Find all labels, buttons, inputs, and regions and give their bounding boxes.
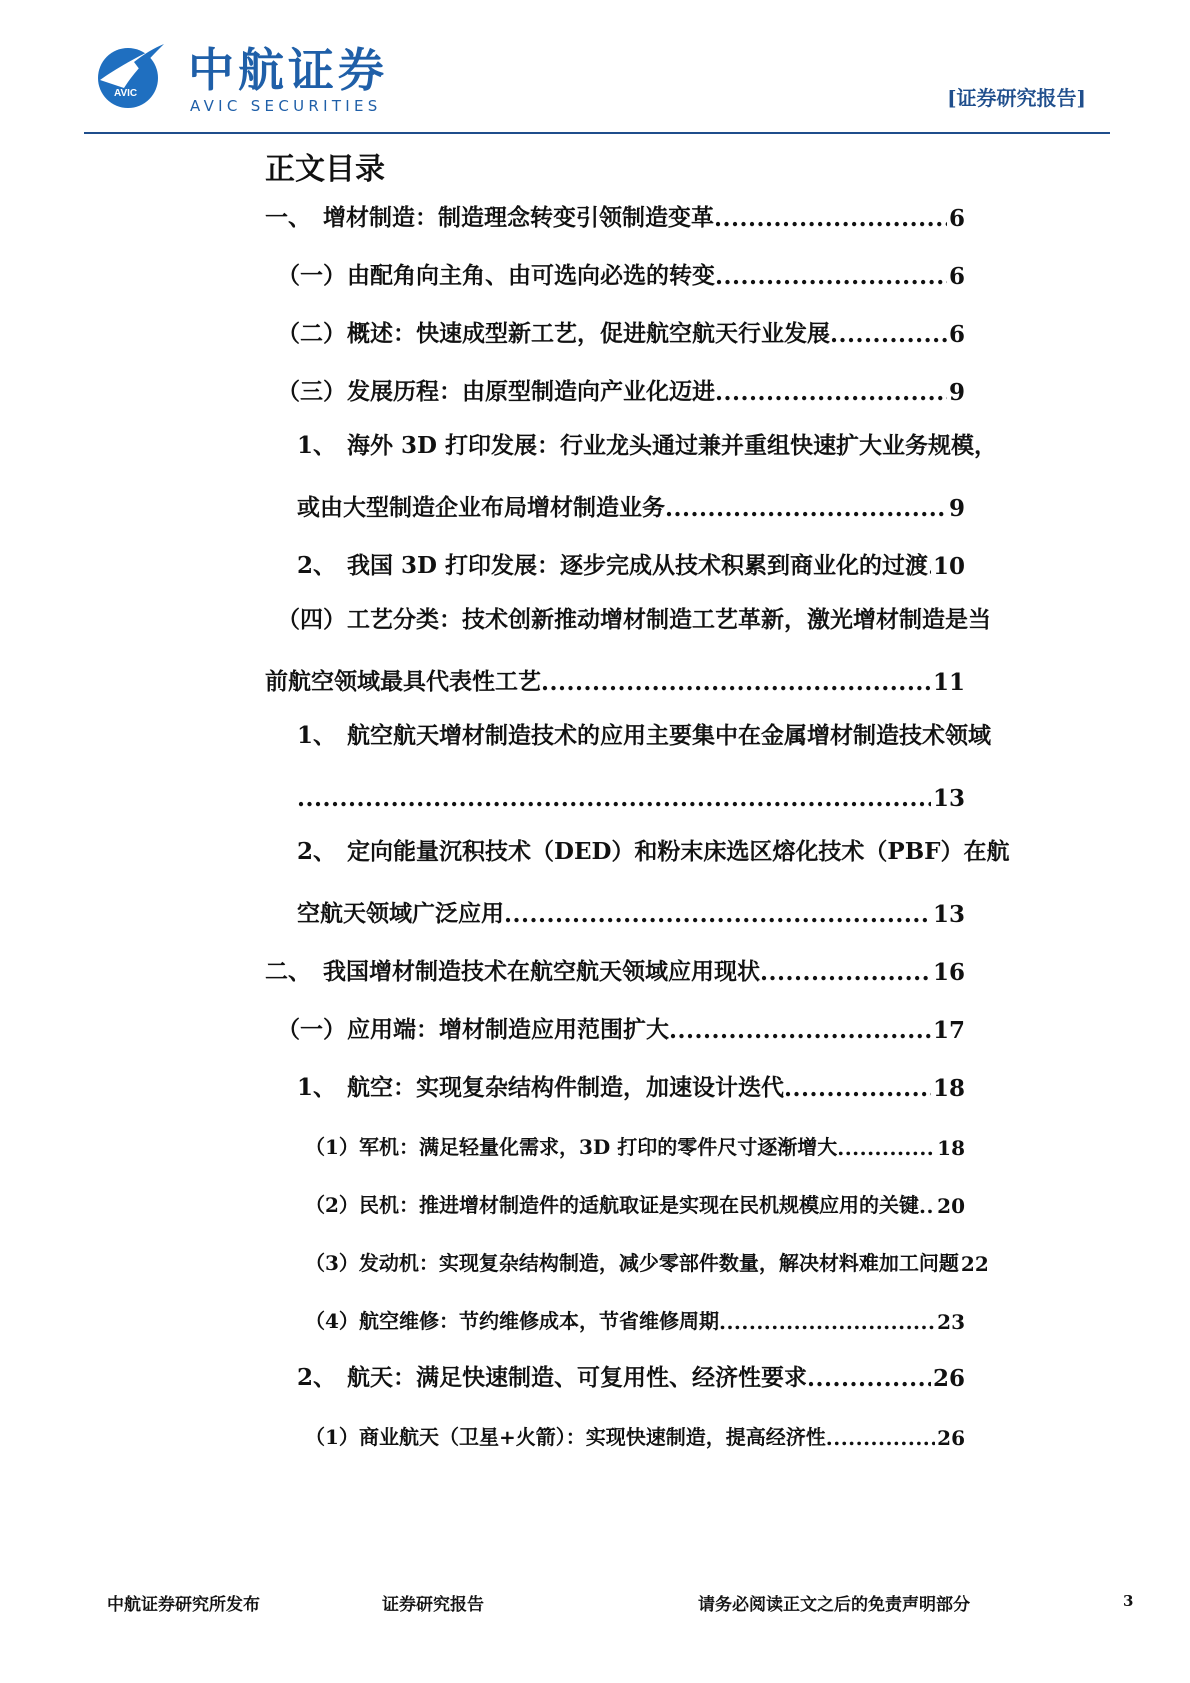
brand-name-en: AVIC SECURITIES: [190, 97, 382, 115]
toc-entry[interactable]: （2） 民机：推进增材制造件的适航取证是实现在民机规模应用的关键 ..... 20: [305, 1182, 965, 1218]
toc-entry[interactable]: （一） 应用端：增材制造应用范围扩大 ..... 17: [277, 1008, 965, 1044]
toc-entry-continued[interactable]: 前航空领域最具代表性工艺 ..... 11: [265, 660, 965, 696]
avic-logo: [94, 40, 166, 112]
footer-disclaimer: 请务必阅读正文之后的免责声明部分: [698, 1595, 970, 1615]
toc-title: 正文目录: [265, 152, 385, 187]
toc-entry-continued[interactable]: 或由大型制造企业布局增材制造业务 ..... 9: [297, 486, 965, 522]
toc-entry[interactable]: （三） 发展历程：由原型制造向产业化迈进 ..... 9: [277, 370, 965, 406]
footer-publisher: 中航证券研究所发布: [107, 1595, 260, 1615]
toc-entry[interactable]: 2、 定向能量沉积技术（DED）和粉末床选区熔化技术（PBF）在航: [297, 838, 1010, 865]
page-header: [0, 0, 1190, 140]
toc-entry[interactable]: 2、 我国 3D 打印发展：逐步完成从技术积累到商业化的过渡 ..... 10: [297, 544, 965, 580]
page-footer: [0, 1590, 1190, 1630]
footer-doc-type: 证券研究报告: [382, 1595, 484, 1615]
toc-entry[interactable]: （3） 发动机：实现复杂结构制造，减少零部件数量，解决材料难加工问题 22: [305, 1251, 989, 1276]
toc-entry-continued[interactable]: ..... 13: [297, 776, 965, 812]
toc-entry-continued[interactable]: 空航天领域广泛应用 ..... 13: [297, 892, 965, 928]
page-number: 3: [1123, 1592, 1134, 1610]
toc-entry[interactable]: 一、 增材制造：制造理念转变引领制造变革 ..... 6: [265, 196, 965, 232]
brand-name-cn: 中航证券: [188, 43, 388, 97]
toc-entry[interactable]: （四）工艺分类：技术创新推动增材制造工艺革新，激光增材制造是当: [277, 606, 991, 633]
toc-entry[interactable]: （二） 概述：快速成型新工艺，促进航空航天行业发展 ..... 6: [277, 312, 965, 348]
toc-entry[interactable]: （1） 军机：满足轻量化需求，3D 打印的零件尺寸逐渐增大 ..... 18: [305, 1124, 965, 1160]
toc-entry[interactable]: 1、 海外 3D 打印发展：行业龙头通过兼并重组快速扩大业务规模，: [297, 432, 997, 459]
toc-entry[interactable]: （一） 由配角向主角、由可选向必选的转变 ..... 6: [277, 254, 965, 290]
toc-entry[interactable]: 1、 航空航天增材制造技术的应用主要集中在金属增材制造技术领域: [297, 722, 991, 749]
header-divider: [84, 132, 1110, 134]
toc-entry[interactable]: 2、 航天：满足快速制造、可复用性、经济性要求 ..... 26: [297, 1356, 965, 1392]
toc-entry[interactable]: 1、 航空：实现复杂结构件制造，加速设计迭代 ..... 18: [297, 1066, 965, 1102]
toc-entry[interactable]: （4） 航空维修：节约维修成本，节省维修周期 ..... 23: [305, 1298, 965, 1334]
report-type-label: [证券研究报告]: [947, 86, 1086, 110]
toc-entry[interactable]: 二、 我国增材制造技术在航空航天领域应用现状 ..... 16: [265, 950, 965, 986]
toc-entry[interactable]: （1） 商业航天（卫星+火箭）：实现快速制造，提高经济性 ..... 26: [305, 1414, 965, 1450]
logo-text: AVIC: [114, 88, 138, 99]
